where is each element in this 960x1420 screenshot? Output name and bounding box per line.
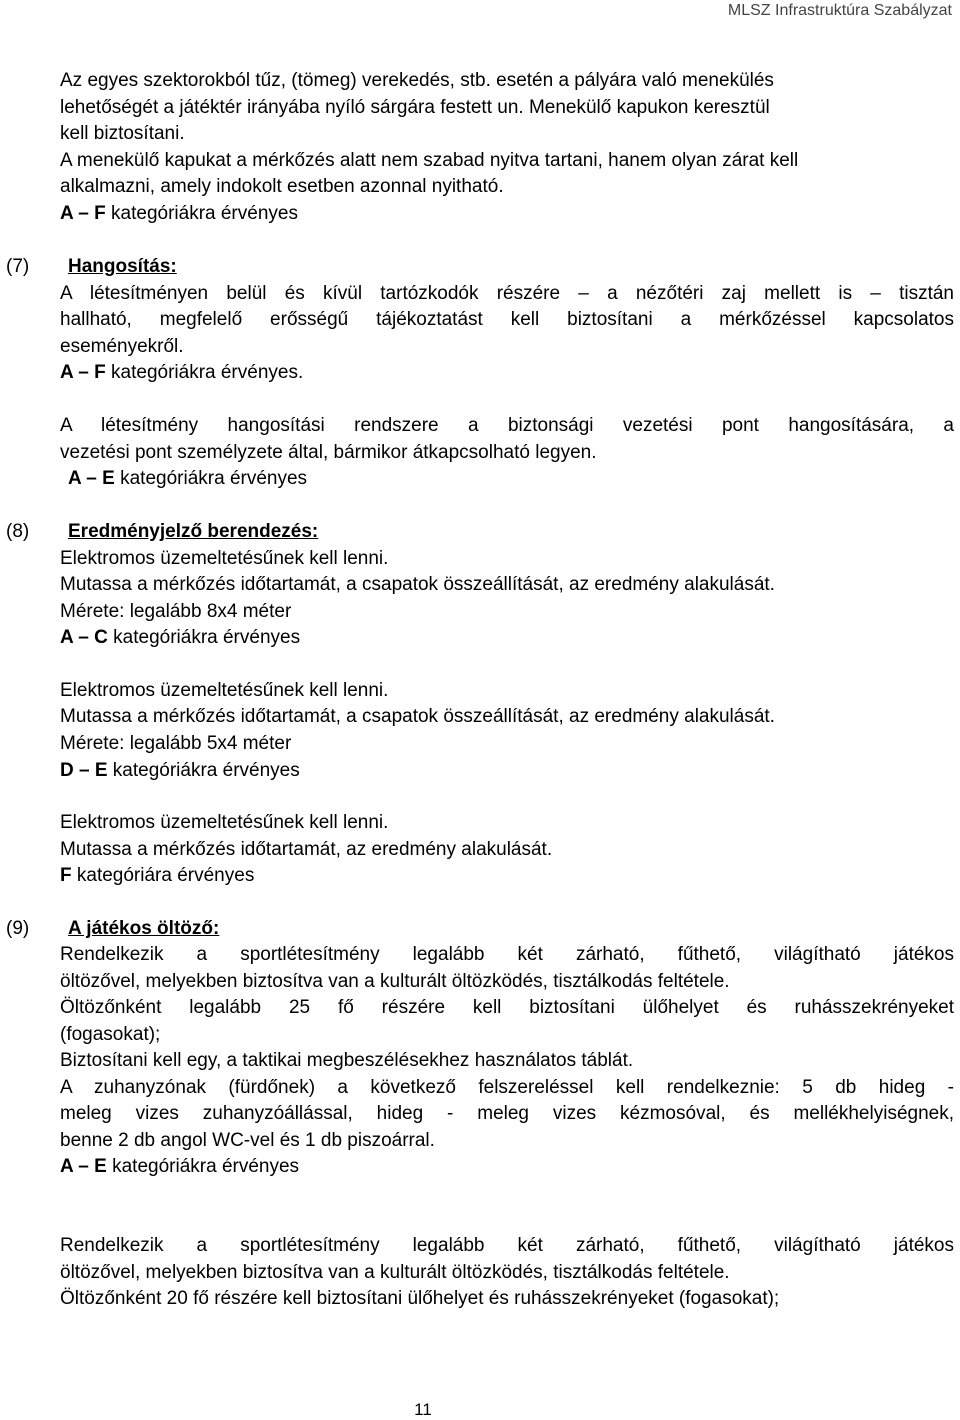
- text-line: vezetési pont személyzete által, bármikor átkapcsolható legyen.: [60, 442, 597, 463]
- text-line: (fogasokat);: [60, 1024, 161, 1045]
- category-text: kategóriára érvényes: [71, 865, 255, 886]
- text-line: benne 2 db angol WC-vel és 1 db piszoárral.: [60, 1130, 435, 1151]
- category-range: A – C: [60, 627, 108, 648]
- text-line: Mutassa a mérkőzés időtartamát, az eredmény alakulását.: [60, 839, 553, 860]
- text-line: Elektromos üzemeltetésűnek kell lenni.: [60, 680, 389, 701]
- category-text: kategóriákra érvényes: [105, 203, 298, 224]
- category-text: kategóriákra érvényes: [114, 468, 308, 489]
- category-range: A – F: [60, 203, 106, 224]
- text-line: Mutassa a mérkőzés időtartamát, a csapatok összeállítását, az eredmény alakulását.: [60, 706, 775, 727]
- category-range: D – E: [60, 760, 108, 781]
- text-line: A zuhanyzónak (fürdőnek) a következő felszereléssel kell rendelkeznie: 5 db hideg -: [60, 1077, 954, 1098]
- text-line: Mérete: legalább 5x4 méter: [60, 733, 292, 754]
- text-line: Rendelkezik a sportlétesítmény legalább két zárható, fűthető, világítható játékos: [60, 944, 954, 965]
- category-text: kategóriákra érvényes.: [105, 362, 304, 383]
- running-header: MLSZ Infrastruktúra Szabályzat: [727, 2, 952, 19]
- text-line: Mérete: legalább 8x4 méter: [60, 601, 292, 622]
- category-note: [60, 360, 303, 387]
- category-text: kategóriákra érvényes: [107, 627, 301, 648]
- text-line: Biztosítani kell egy, a taktikai megbeszélésekhez használatos táblát.: [60, 1050, 634, 1071]
- text-line: Öltözőnként legalább 25 fő részére kell biztosítani ülőhelyet és ruhásszekrényeket: [60, 997, 954, 1018]
- section-heading: [68, 519, 318, 546]
- text-line: meleg vizes zuhanyzóállással, hideg - meleg vizes kézmosóval, és mellékhelyiségnek,: [60, 1103, 954, 1124]
- section-heading: [68, 254, 177, 281]
- section-number: (7): [6, 256, 30, 277]
- text-line: Elektromos üzemeltetésűnek kell lenni.: [60, 812, 389, 833]
- category-range: F: [60, 865, 72, 886]
- text-line: Mutassa a mérkőzés időtartamát, a csapatok összeállítását, az eredmény alakulását.: [60, 574, 775, 595]
- section-number: (8): [6, 521, 30, 542]
- text-line: A létesítmény hangosítási rendszere a biztonsági vezetési pont hangosítására, a: [60, 415, 954, 436]
- text-line: A menekülő kapukat a mérkőzés alatt nem szabad nyitva tartani, hanem olyan zárat kell: [60, 150, 799, 171]
- heading-text: Eredményjelző berendezés:: [68, 521, 319, 542]
- text-line: alkalmazni, amely indokolt esetben azonnal nyitható.: [60, 176, 504, 197]
- text-line: eseményekről.: [60, 336, 184, 357]
- category-text: kategóriákra érvényes: [107, 760, 300, 781]
- page-number: 11: [414, 1400, 432, 1419]
- text-line: A létesítményen belül és kívül tartózkodók részére – a nézőtéri zaj mellett is – tisztán: [60, 283, 954, 304]
- heading-text: Hangosítás:: [68, 256, 177, 277]
- text-line: Elektromos üzemeltetésűnek kell lenni.: [60, 548, 389, 569]
- category-range: A – E: [60, 1156, 107, 1177]
- text-line: Az egyes szektorokból tűz, (tömeg) verekedés, stb. esetén a pályára való menekülés: [60, 70, 774, 91]
- category-note: [60, 625, 300, 652]
- category-note: [60, 201, 298, 228]
- text-line: öltözővel, melyekben biztosítva van a kulturált öltözködés, tisztálkodás feltétele.: [60, 1262, 730, 1283]
- category-note: [60, 863, 254, 890]
- category-range: A – F: [60, 362, 106, 383]
- heading-text: A játékos öltöző:: [68, 918, 220, 939]
- text-line: öltözővel, melyekben biztosítva van a kulturált öltözködés, tisztálkodás feltétele.: [60, 971, 730, 992]
- text-line: lehetőségét a játéktér irányába nyíló sárgára festett un. Menekülő kapukon keresztül: [60, 97, 770, 118]
- text-line: Rendelkezik a sportlétesítmény legalább két zárható, fűthető, világítható játékos: [60, 1235, 954, 1256]
- text-line: kell biztosítani.: [60, 123, 185, 144]
- category-note: [60, 758, 300, 785]
- section-number: (9): [6, 918, 30, 939]
- category-range: A – E: [68, 468, 115, 489]
- text-line: Öltözőnként 20 fő részére kell biztosítani ülőhelyet és ruhásszekrényeket (fogasokat);: [60, 1288, 780, 1309]
- category-note: [68, 466, 307, 493]
- category-note: [60, 1154, 299, 1181]
- section-heading: [68, 916, 219, 943]
- category-text: kategóriákra érvényes: [106, 1156, 300, 1177]
- text-line: hallható, megfelelő erősségű tájékoztatást kell biztosítani a mérkőzéssel kapcsolatos: [60, 309, 954, 330]
